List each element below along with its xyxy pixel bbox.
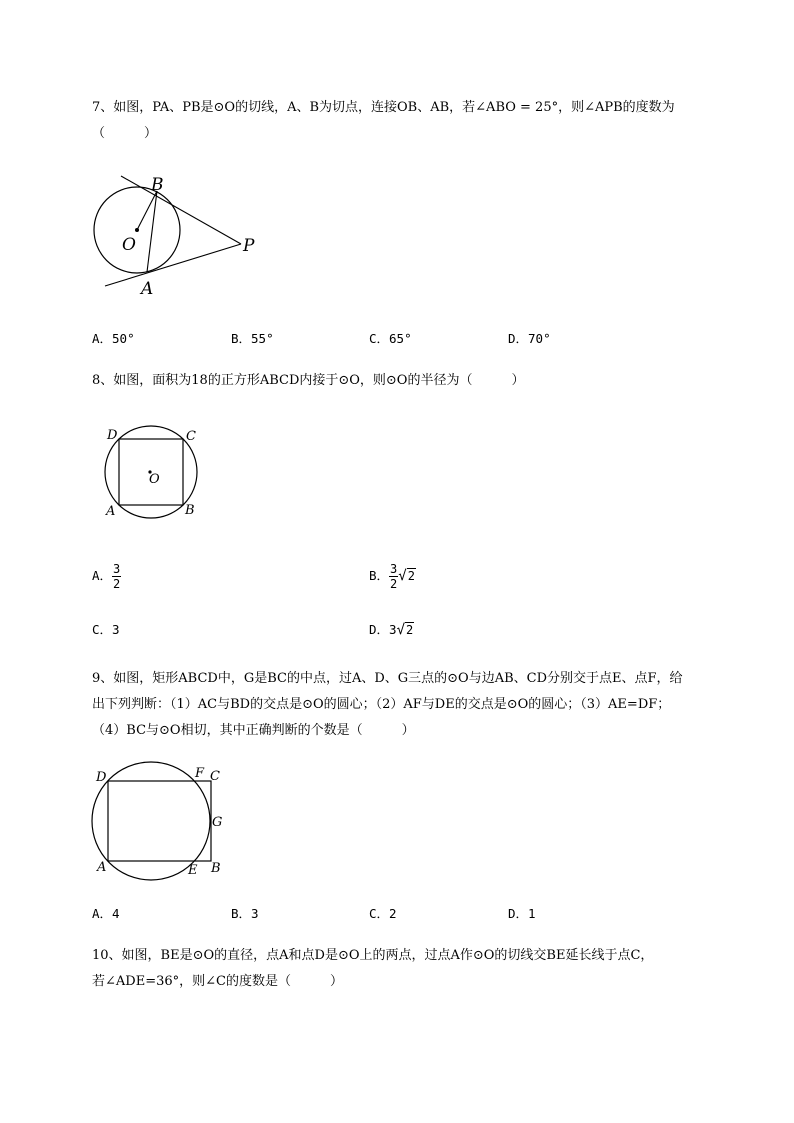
q8-stem: 8、如图，面积为18的正方形ABCD内接于⊙O，则⊙O的半径为（ ） (92, 373, 525, 388)
q7-option-a: A．50° (92, 331, 135, 346)
q8-label-o: O (149, 472, 160, 487)
q7-label-p: P (243, 236, 255, 256)
q7-center-dot (135, 228, 139, 232)
q8-option-d-letter: D． (369, 622, 390, 637)
q8-option-d-radical-sign: √ (396, 622, 405, 638)
q8-option-b-fraction (389, 562, 398, 591)
q9-label-f: F (195, 766, 205, 781)
q7-stem-line1: 7、如图，PA、PB是⊙O的切线，A、B为切点，连接OB、AB，若∠ABO = 25°，则∠APB的度数为 (92, 100, 675, 115)
q9-rectangle-abcd (108, 781, 211, 861)
q7-option-c: C．65° (369, 331, 412, 346)
q8-label-c: C (186, 429, 196, 444)
q9-label-b: B (211, 861, 221, 876)
q8-option-a-den: 2 (113, 577, 121, 591)
q8-option-b-letter: B． (369, 568, 390, 583)
q9-label-g: G (212, 815, 223, 830)
q9-option-c: C．2 (369, 906, 397, 921)
q7-option-d: D．70° (508, 331, 551, 346)
q8-option-a (92, 562, 121, 591)
q8-option-a-fraction (112, 562, 121, 591)
q9-stem-line1: 9、如图，矩形ABCD中，G是BC的中点，过A、D、G三点的⊙O与边AB、CD分别交于点E、点F，给 (92, 671, 683, 686)
q8-option-b-radical-sign: √ (398, 568, 407, 584)
q7-option-b: B．55° (231, 331, 274, 346)
q8-option-d-radicand: 2 (406, 623, 414, 637)
q8-option-b-radicand: 2 (407, 569, 415, 583)
q8-label-b: B (185, 503, 195, 518)
q8-option-d (369, 621, 414, 639)
q7-label-o: O (122, 235, 136, 255)
q9-option-a: A．4 (92, 906, 120, 921)
q7-label-b: B (151, 175, 164, 195)
q8-option-b-num: 3 (390, 562, 398, 576)
q9-label-d: D (96, 770, 107, 785)
q8-option-b-den: 2 (390, 577, 398, 591)
q8-option-a-num: 3 (113, 562, 121, 576)
q7-segment-ob (137, 191, 157, 230)
q8-label-d: D (107, 428, 118, 443)
q8-square-figure (100, 425, 210, 525)
q7-answer-blank: （ ） (92, 126, 158, 141)
q8-option-a-letter: A． (92, 568, 113, 583)
q9-label-a: A (97, 860, 107, 875)
q9-label-e: E (188, 863, 198, 878)
q7-tangent-figure (95, 168, 270, 298)
q8-option-b (369, 562, 416, 591)
q10-stem-line2: 若∠ADE=36°，则∠C的度数是（ ） (92, 974, 343, 989)
q9-label-c: C (210, 769, 220, 784)
q9-rectangle-figure (88, 762, 233, 880)
q9-stem-line2: 出下列判断：（1）AC与BD的交点是⊙O的圆心；（2）AF与DE的交点是⊙O的圆心；（3）AE=DF； (92, 697, 671, 712)
q10-stem-line1: 10、如图，BE是⊙O的直径，点A和点D是⊙O上的两点，过点A作⊙O的切线交BE延长线于点C， (92, 948, 654, 963)
q9-stem-line3: （4）BC与⊙O相切，其中正确判断的个数是（ ） (92, 723, 415, 738)
q7-segment-ab (147, 191, 157, 272)
q7-tangent-pb (121, 176, 241, 244)
q8-option-c: C．3 (92, 622, 120, 637)
q9-option-b: B．3 (231, 906, 259, 921)
q7-label-a: A (141, 279, 154, 299)
q8-label-a: A (106, 504, 116, 519)
q9-option-d: D．1 (508, 906, 536, 921)
q8-option-d-coef: 3 (389, 622, 397, 637)
